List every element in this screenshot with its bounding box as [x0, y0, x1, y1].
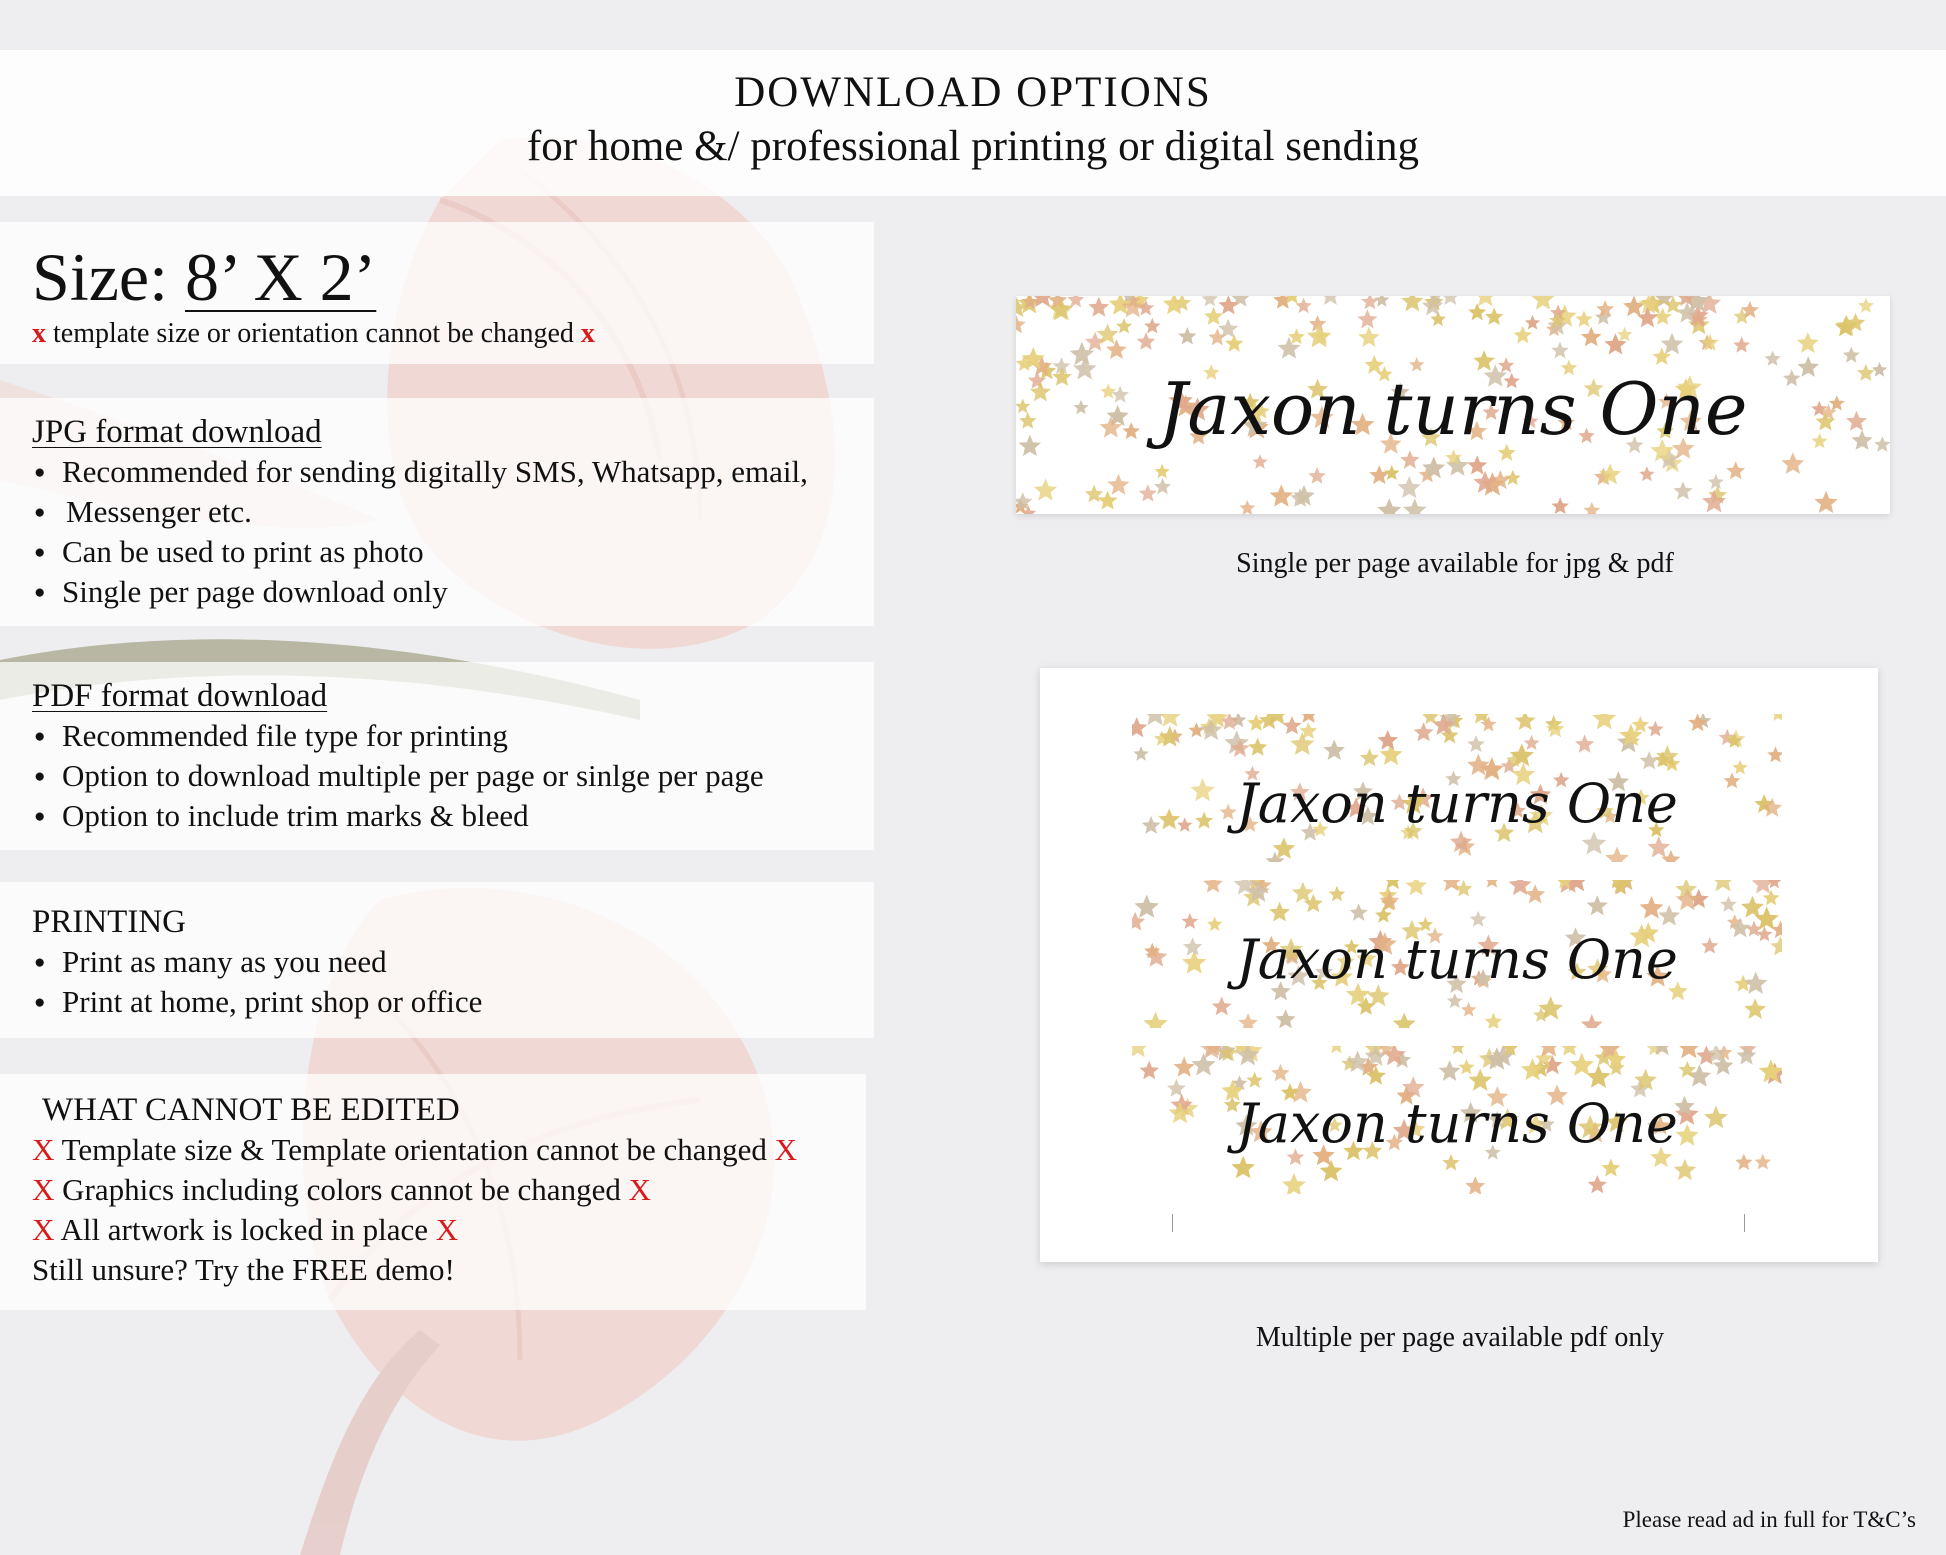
trim-mark — [1172, 1214, 1173, 1232]
banner-strip — [1132, 880, 1782, 1028]
x-mark-icon: X — [32, 1212, 55, 1247]
single-banner-preview — [1016, 296, 1890, 514]
banner-text: Jaxon turns One — [1236, 928, 1678, 991]
banner-strip — [1132, 714, 1782, 862]
banner-script — [1016, 296, 1890, 514]
cannot-edit-panel — [0, 1074, 866, 1310]
page-title: DOWNLOAD OPTIONS — [734, 69, 1212, 116]
single-caption: Single per page available for jpg & pdf — [1236, 548, 1674, 579]
x-mark-icon: X — [628, 1172, 651, 1207]
cannot-edit-title: WHAT CANNOT BE EDITED — [42, 1092, 460, 1128]
x-mark-icon: X — [32, 1132, 55, 1167]
pdf-title: PDF format download — [32, 678, 328, 714]
jpg-panel — [0, 398, 874, 626]
demo-line: Still unsure? Try the FREE demo! — [32, 1252, 455, 1287]
list-item: ● Print as many as you need — [32, 942, 874, 982]
cannot-edit-item: X Graphics including colors cannot be changed X — [32, 1172, 651, 1207]
banner-text: Jaxon turns One — [1158, 367, 1748, 451]
trim-mark — [1744, 1214, 1745, 1232]
cannot-edit-item: X Template size & Template orientation cannot be changed X — [32, 1132, 797, 1167]
footer-note: Please read ad in full for T&C’s — [1622, 1507, 1916, 1532]
size-note — [32, 318, 874, 350]
x-mark-icon: X — [435, 1212, 459, 1247]
x-mark-icon: x — [580, 318, 595, 349]
size-line — [32, 238, 874, 316]
list-item: ● Option to include trim marks & bleed — [32, 796, 874, 836]
size-label: Size: — [32, 239, 168, 315]
x-mark-icon: x — [32, 318, 46, 349]
list-item: ● Single per page download only — [32, 572, 874, 612]
header-band — [0, 50, 1946, 196]
list-item: ● Recommended file type for printing — [32, 716, 874, 756]
page-subtitle: for home &/ professional printing or digital sending — [526, 123, 1420, 170]
multi-page-preview — [1040, 668, 1878, 1262]
list-item: ● Print at home, print shop or office — [32, 982, 874, 1022]
banner-strip — [1132, 1046, 1782, 1194]
list-item-continuation: ● Messenger etc. — [32, 492, 874, 532]
jpg-title: JPG format download — [32, 414, 322, 450]
printing-title: PRINTING — [32, 904, 186, 940]
size-note-text: template size or orientation cannot be changed — [53, 318, 574, 349]
banner-text: Jaxon turns One — [1236, 772, 1678, 835]
banner-text: Jaxon turns One — [1236, 1092, 1678, 1155]
list-item: ● Recommended for sending digitally SMS, Whatsapp, email, — [32, 452, 874, 492]
x-mark-icon: X — [774, 1132, 797, 1167]
printing-panel — [0, 882, 874, 1038]
cannot-edit-item: X All artwork is locked in place X — [32, 1212, 459, 1247]
list-item: ● Can be used to print as photo — [32, 532, 874, 572]
pdf-panel — [0, 662, 874, 850]
size-panel — [0, 222, 874, 364]
multi-caption: Multiple per page available pdf only — [1255, 1322, 1665, 1353]
size-value: 8’ X 2’ — [184, 239, 377, 315]
list-item: ● Option to download multiple per page or sinlge per page — [32, 756, 874, 796]
x-mark-icon: X — [32, 1172, 55, 1207]
